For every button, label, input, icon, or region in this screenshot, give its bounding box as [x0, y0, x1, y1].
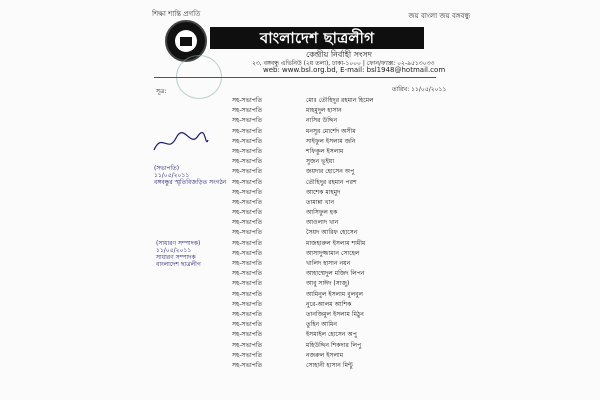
list-item: সহ-সভাপতি তামান্না খান [232, 198, 335, 206]
signature-line: সাধারণ সম্পাদক [156, 254, 196, 261]
top-right-marks: জয় বাংলা জয় বঙ্গবন্ধু [408, 12, 470, 20]
signature-line: (সভাপতি) [154, 165, 180, 172]
organization-title: বাংলাদেশ ছাত্রলীগ [210, 27, 424, 49]
list-item: সহ-সভাপতি সৈয়দ আরিফ হোসেন [232, 229, 358, 237]
document-date: তারিখ: ১১/০৫/২০১১ [392, 86, 447, 93]
list-item: সহ-সভাপতি নুরে-আলম আশিক [232, 300, 352, 308]
organization-address: ২৩, বঙ্গবন্ধু এভিনিউ (২য় তলা), ঢাকা-১০০০ | ফোন/ফ্যাক্স: ০২-৯৫১৩০৩৩ [252, 60, 435, 67]
list-item: সহ-সভাপতি নজরুল ইসলাম [232, 351, 344, 359]
list-item: সহ-সভাপতি ইসমাইল হোসেন অপু [232, 331, 357, 339]
list-item: সহ-সভাপতি আসাদুজ্জামান সোহেল [232, 249, 360, 257]
list-item: সহ-সভাপতি খালিদ হাসান নয়ন [232, 260, 351, 267]
signature-scribble-icon [150, 130, 210, 158]
list-item: সহ-সভাপতি মনসুর মোর্শেদ অসীম [232, 127, 356, 135]
list-item: সহ-সভাপতি আসিফুল হক [232, 209, 338, 217]
header-divider [154, 77, 436, 78]
list-item: সহ-সভাপতি আবু সাঈদ (সাজু) [232, 280, 350, 288]
organization-web: web: www.bsl.org.bd, E-mail: bsl1948@hotmail.com [263, 66, 446, 74]
list-item: সহ-সভাপতি মহিউদ্দিন শিকদার লিপু [232, 341, 362, 349]
list-item: সহ-সভাপতি আমিনুল ইসলাম বুলবুল [232, 290, 364, 298]
list-item: সহ-সভাপতি সুজন ভূইয়া [232, 158, 335, 166]
signature-block-secretary [156, 240, 201, 268]
list-item: সহ-সভাপতি আওলাদ খান [232, 219, 339, 227]
list-item: সহ-সভাপতি নাসির উদ্দিন [232, 117, 338, 125]
list-item [232, 381, 452, 391]
organization-subtitle: কেন্দ্রীয় নির্বাহী সংসদ [306, 50, 372, 59]
list-item: সহ-সভাপতি তানজিমুল ইসলাম মিঠুন [232, 310, 364, 318]
signature-block-president [154, 165, 226, 186]
top-left-marks: শিক্ষা শান্তি প্রগতি [152, 10, 201, 18]
list-item: সহ-সভাপতি আহাম্মেদুল মজিদ লিপন [232, 270, 365, 278]
signature-line: বাংলাদেশ ছাত্রলীগ [156, 261, 201, 268]
member-list [232, 96, 452, 391]
list-item: সহ-সভাপতি আশেক মাহমুদ [232, 188, 341, 196]
list-item [232, 371, 452, 381]
list-item: সহ-সভাপতি তুহিন আমিন [232, 321, 337, 329]
reference-label: সূত্র: [156, 88, 167, 95]
signature-line: (সাধারণ সম্পাদক) [156, 240, 201, 247]
list-item: সহ-সভাপতি মোঃ তৌহিদুর রহমান হিমেল [232, 97, 374, 104]
list-item: সহ-সভাপতি জয়দার হোসেন অপু [232, 168, 355, 176]
list-item: সহ-সভাপতি সাইফুল ইসলাম জনি [232, 137, 356, 145]
list-item: সহ-সভাপতি সোহানী হাসান মিন্টু [232, 361, 353, 369]
signature-line: ১১/০৫/২০১১ [154, 172, 190, 179]
signature-line: ১১/০৫/২০১১ [156, 247, 192, 254]
list-item: সহ-সভাপতি মাজহারুল ইসলাম শামীম [232, 239, 366, 247]
list-item: সহ-সভাপতি মাহমুদুল হাসান [232, 107, 342, 115]
list-item: সহ-সভাপতি শফিকুল ইসলাম [232, 147, 344, 155]
signature-line: বঙ্গবন্ধুর স্মৃতিবিজড়িত সংগঠন [154, 179, 227, 186]
list-item: সহ-সভাপতি তৌহিদুর রহমান পরশ [232, 178, 357, 186]
